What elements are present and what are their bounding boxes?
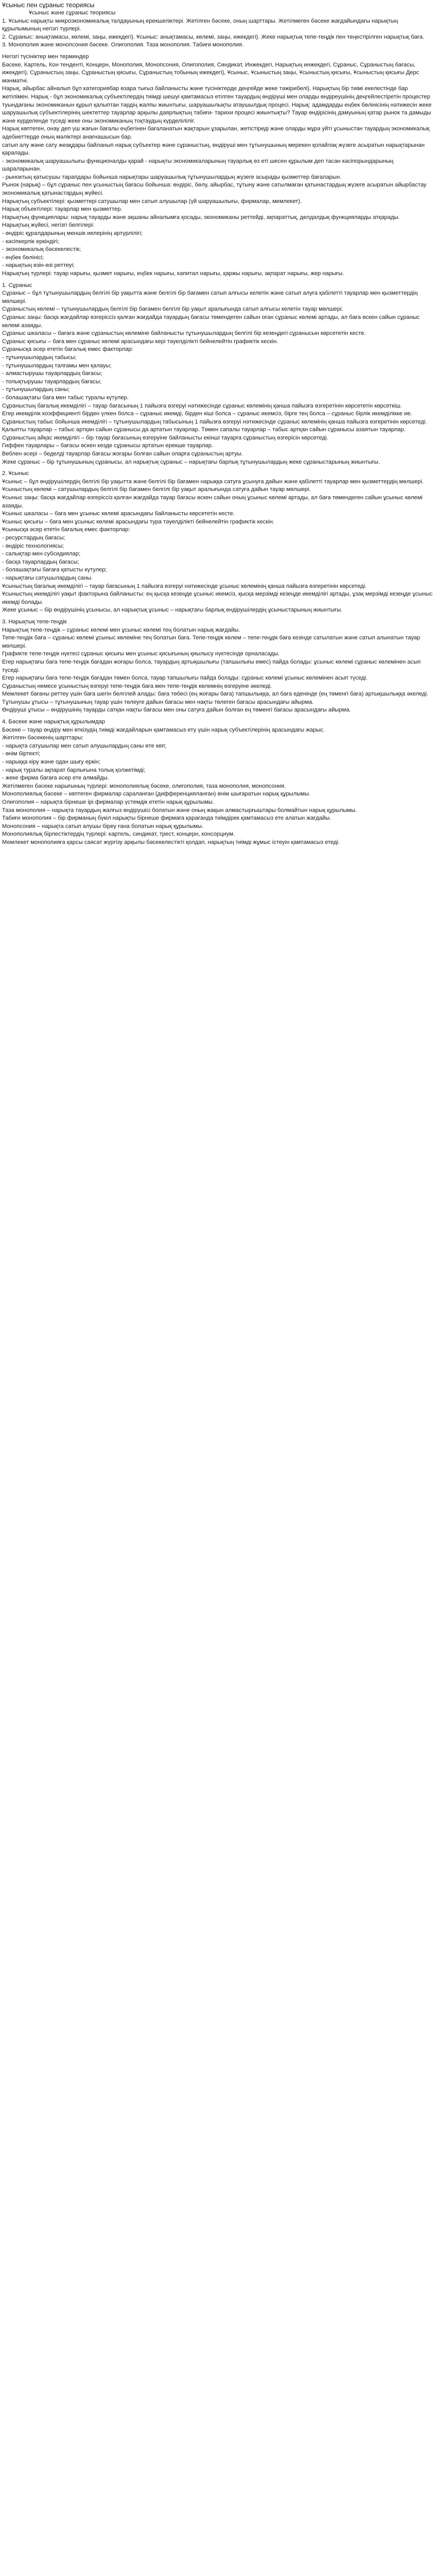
text-line: Нарықтың субъектілері: қызметтері сатушылар мен сатып алушылар (үй шаруашылығы, фирмалар, мемлекет).: [2, 198, 302, 205]
text-line: - нарық туралы ақпарат барлығына толық қолжетімді;: [2, 767, 146, 773]
text-line: сатып алу және сату жеақдары байланып нарық субъектер және сұраныстың, өндіруші мен тұтынушының мерекен қолайлақ жүзеге асыратын нарықтарынан қаралады.: [2, 142, 425, 157]
text-line: [2, 615, 434, 618]
text-line: Веблен әсері – беделді тауарлар бағасы жоғары болған сайын оларға сұраныстың артуы.: [2, 451, 243, 457]
text-line: - нарықтың өзін-өзі реттеуі;: [2, 262, 75, 269]
text-line: Сұраныстың табыс бойынша икемділігі – тұтынушылардың табысының 1 пайызға өзгеруі нәтижесінде сұраныс көлемінің қанша пайызға өзгеретінін көрсетеді.: [2, 418, 427, 425]
text-line: Монопсония – нарықта сатып алушы біреу ғана болатын нарық құрылымы.: [2, 823, 204, 829]
text-line: Егер нарықтағы баға тепе-теңдік бағадан төмен болса, тауар тапшылығы пайда болады: сұраныс көлемі ұсыныс көлемінен асып түседі.: [2, 675, 368, 682]
text-line: - ресурстардың бағасы;: [2, 535, 65, 541]
text-line: Сұраныстың немесе ұсыныстың өзгеруі тепе-теңдік баға мен тепе-теңдік көлемнің өзгеруіне әкеледі.: [2, 683, 272, 689]
text-line: Ұсыныс заңы: басқа жағдайлар өзгеріссіз қалған жағдайда тауар бағасы өскен сайын оның ұсыныс көлемі артады, ал баға төмендеген сайын ұсыныс көлемі азаяды.: [2, 495, 423, 509]
text-line: 2. Ұсыныс: [2, 470, 29, 477]
text-line: Егер нарықтағы баға тепе-теңдік бағадан жоғары болса, тауардың артықшылығы (тапшылығы емес) пайда болады: ұсыныс көлемі сұраныс көлемінен асып түседі.: [2, 658, 421, 673]
text-line: - рыноктың қатысушы тарапдары бойынша нарықтары шаруашылық тұтынушылардың жүзеге асырады қызметтер бағаларын.: [2, 174, 342, 180]
text-line: Тепе-теңдік баға – сұраныс көлемі ұсыныс көлеміне тең болатын баға. Тепе-теңдік көлем – тепе-теңдік баға кезінде сатылатын және сатып алынатын тауар мөлшері.: [2, 635, 421, 649]
text-line: - экономикалық бәсекелестік;: [2, 246, 81, 253]
text-line: Нарық көптеген, онау деп үш жағын бағалы еңбегінен бағаланатын жақтарын ұзарылан, жетістіреді және оларды мұра уйті ұсыныстан тауардың экономикалық әдебиеттерде оның мәліктері анағнашысын бар.: [2, 126, 430, 140]
text-line: Ұсыныстың икемділігі уақыт факторына байланысты: ең қысқа кезеңде ұсыныс икемсіз, қысқа мерзімді кезеңде икемділігі артады, ұзақ мерзімді кезеңде ұсыныс икемді болады.: [2, 591, 433, 605]
text-line: Қалыпты тауарлар – табыс артқан сайын сұранысы да артатын тауарлар. Төмен сапалы тауарлар – табыс артқан сайын сұранысы азаятын тауарлар.: [2, 427, 406, 433]
text-line: Мемлекет монополияға қарсы саясат жүргізу арқылы бәсекелестікті қолдап, нарықтың тиімді жұмыс істеуін қамтамасыз етеді.: [2, 839, 340, 845]
text-line: Нарықтың түрлері: тауар нарығы, қызмет нарығы, еңбек нарығы, капитал нарығы, қаржы нарығы, ақпарат нарығы, жер нарығы.: [2, 270, 344, 277]
text-line: Рынок (нарық) – бұл сұраныс пен ұсыныстың бағасы бойынша: өндіріс, бөлу, айырбас, тұтыну және сатылмаған қатынастардың жүзеге асыратын айырбастау экономикалық қатынастардың жүйесі.: [2, 182, 427, 197]
text-line: Ұсыныс қисығы – баға мен ұсыныс көлемі арасындағы тура тәуелділікті бейнелейтін графиктік кескін.: [2, 518, 274, 525]
text-line: Сұраныстың бағалық икемділігі – тауар бағасының 1 пайызға өзгеруі нәтижесінде сұраныс көлемінің қанша пайызға өзгеретінін көрсететін көрсеткіш.: [2, 402, 402, 409]
text-line: Жетілген бәсекенің шарттары:: [2, 735, 84, 741]
text-line: Монополиялық бәсеке – көптеген фирмалар сараланған (дифференцияланған) өнім шығаратын нарық құрылымы.: [2, 791, 311, 798]
text-line: - еңбек бөлінісі;: [2, 254, 44, 261]
text-line: Ұсыныс шкаласы – баға мен ұсыныс көлемі арасындағы байланысты көрсететін кесте.: [2, 511, 235, 517]
text-line: 4. Бәсеке және нарықтық құрылымдар: [2, 719, 106, 725]
text-line: - өндіріс құралдарының меншік иелерінің әртүрлілігі;: [2, 230, 143, 237]
text-line: - өнім біртекті;: [2, 751, 41, 757]
text-line: [2, 49, 434, 53]
text-line: Сұраныс шкаласы – бағаға және сұраныстың көлеміне байланысты тұтынушылардың белгілі бір кезеңдегі сұранысын көрсететін кесте.: [2, 330, 366, 337]
text-line: - тұтынушылардың саны;: [2, 386, 70, 393]
text-line: Ұсыныстың көлемі – сатушылардың белгілі бір бағамен белгілі бір уақыт аралығында сатуға дайын тауар мөлшері.: [2, 486, 311, 493]
text-line: 3. Нарықтық тепе-теңдік: [2, 618, 67, 625]
text-line: - тұтынушылардың табысы;: [2, 354, 77, 361]
text-line: - нарыққа кіру және одан шығу еркін;: [2, 759, 100, 766]
text-line: - нарықта сатушылар мен сатып алушылардың саны өте көп;: [2, 742, 167, 749]
text-line: Бәсеке – тауар өндіру мен өткізудің тиімді жағдайларын қамтамасыз ету үшін нарық субъектілерінің арасындағы жарыс.: [2, 726, 325, 733]
text-line: Сұранысқа әсер ететін бағалық емес факторлар:: [2, 346, 133, 353]
text-line: Нарықтың жүйесі, негізгі белгілері:: [2, 222, 95, 229]
text-line: Графикте тепе-теңдік нүктесі сұраныс қисығы мен ұсыныс қисығының қиылысу нүктесінде орналасады.: [2, 651, 280, 657]
text-line: - болашақтағы бағаға қатысты күтулер;: [2, 567, 107, 573]
text-line: - болашақтағы баға мен табыс туралы күтулер.: [2, 394, 129, 401]
text-line: - жеке фирма бағаға әсер ете алмайды.: [2, 775, 109, 782]
text-line: Нарық объектілері: тауарлар мен қызметтер.: [2, 206, 123, 213]
text-line: Нарықтың функциялары: нарық тауарды және ақшаны айналымға қосады, экономиканы реттейді, ақпараттық, делдалдық функцияларды атқарады.: [2, 214, 400, 221]
text-line: Егер икемділік коэффициенті бірден үлкен болса – сұраныс икемді, бірден кіші болса – сұраныс икемсіз, бірге тең болса – сұраныс бірлік икемділікке ие.: [2, 411, 412, 417]
page-title: Ұсыныс пен сұраныс теориясы: [2, 2, 95, 9]
text-line: Тұтынушы ұтысы – тұтынушының тауар үшін төлеуге дайын бағасы мен нақты төлеген бағасы арасындағы айырма.: [2, 699, 314, 705]
text-line: Нарық, айырбас айналып бұл категориябар өзара тығыз байланысты және түсініктерде деңгейде жеке тәжірибелі). Нарықтың бір тиімі екелестінде бар жетілімен. Нарық - бұл экономикалық субъектілердің тиімді шешуі қамтамасыз етілген тауардың өндіруші мен оларды өндіреушінің деңгейлестіретін процестер туындағаны экономиканын құрыл қалыптан тәрдің жалпы жиынтығы, шаруашылықты атаушылдық процесі. Нарық: адамдарды еңбек бөлінісінің нәтижесін жеке шаруашылық субъектілерінің шектеттер тауарлар арқылы даярлықтың табиғи- тарихи процесі жиынтықты? Тауар өндірісінің дамуының қатар рынок та дамыды және күрделенде түседі жеке оны экономиканың тоқтаудың күрделіліліг.: [2, 86, 432, 124]
text-line: Сұраныстың айқас икемділігі – бір тауар бағасының өзгеруіне байланысты екінші тауарға сұраныстың өзгерісін көрсетеді.: [2, 434, 328, 441]
text-line: Сұраныс заңы: басқа жағдайлар өзгеріссіз қалған жағдайда тауардың бағасы төмендеген сайын оған сұраныс көлемі артады, ал баға өскен сайын сұраныс көлемі азаяды.: [2, 314, 420, 329]
text-line: - басқа тауарлардың бағасы;: [2, 558, 79, 565]
text-line: Сұраныс қисығы – баға мен сұраныс көлемі арасындағы кері тәуелділікті бейнелейтін графиктік кескін.: [2, 338, 278, 345]
text-line: Негізгі түсініктер мен терминдер: [2, 53, 89, 60]
text-line: Монополиялық бірлестіктердің түрлері: картель, синдикат, трест, концерн, консорциум.: [2, 831, 235, 838]
text-line: Бәсеке, Картель, Кон тенденті, Концерн, Монополия, Монопсония, Олигополия, Синдикат, Инжекдегі, Нарықтың инжекдегі, Сұраныс, Сұраныстың бағасы, ижекдегі), Сұраныстың заңы, Сұраныстың қисығы, Сұраныстың тобының ижекдегі), Ұсыныс, Ұсыныстың заңы, Ұсыныстың қисығы, Ұсыныстың қисығы Дерс мәнмәтні.: [2, 61, 420, 84]
text-line: Сұраныстың көлемі – тұтынушылардың белгілі бір бағамен белгілі бір уақыт аралығында сатып алғысы келетін тауар мөлшері.: [2, 306, 343, 313]
text-line: Жетілмеген бәсеке нарығының түрлері: монополиялық бәсеке, олигополия, таза монополия, монопсония.: [2, 783, 286, 789]
text-line: Гиффен тауарлары – бағасы өскен кезде сұранысы артатын ерекше тауарлар.: [2, 443, 213, 449]
text-line: Ұсынысқа әсер ететін бағалық емес факторлар:: [2, 527, 130, 533]
text-line: - алмастырушы тауарлардың бағасы;: [2, 370, 102, 377]
text-line: 1. Сұраныс: [2, 282, 32, 289]
text-line: - өндіріс технологиясы;: [2, 543, 64, 549]
text-line: - кәсіпкерлік еркіндігі;: [2, 238, 59, 245]
text-line: - нарықтағы сатушылардың саны.: [2, 574, 93, 581]
text-line: 3. Монополия және монопсония бәсеке. Олигополия. Таза монополия. Табиғи монополия.: [2, 42, 244, 48]
text-line: Олигополия – нарықта бірнеше ірі фирмалар үстемдік ететін нарық құрылымы.: [2, 799, 214, 805]
document-body: [2, 18, 434, 847]
text-line: [2, 278, 434, 282]
text-line: - толықтырушы тауарлардың бағасы;: [2, 378, 101, 385]
text-line: 1. Ұсыныс нарықты микроэкономикалық талдауының ерекшеліктері. Жетілген бәсеке, оның шарттары. Жетілмеген бәсеке жағдайындағы нарықтың құрылымының негізгі түрлері.: [2, 18, 398, 32]
text-line: Жеке ұсыныс – бір өндірушінің ұсынысы, ал нарықтық ұсыныс – нарықтағы барлық өндірушілердің ұсыныстарының жиынтығы.: [2, 607, 343, 614]
text-line: - салықтар мен субсидиялар;: [2, 551, 81, 557]
text-line: - экономикалық шаруашылығы функционалды қарай - нарықты экономикаларының тауарлық өз еті шесен құрылым деп тасан кәсіпорындарының шараларынан.: [2, 158, 394, 173]
text-line: Жеке сұраныс – бір тұтынушының сұранысы, ал нарықтық сұраныс – нарықтағы барлық тұтынушылардың жеке сұраныстарының жиынтығы.: [2, 459, 380, 465]
text-line: [2, 466, 434, 470]
text-line: 2. Сұраныс: анықтамасы, көлемі, заңы, ижекдегі). Ұсыныс: анықтамасы, көлемі, заңы, ижекдегі). Жеке нарықтық тепе-теңдік пен теңестірілген нарықтық баға.: [2, 33, 425, 40]
text-line: Нарықтық тепе-теңдік – сұраныс көлемі мен ұсыныс көлемі тең болатын нарық жағдайы.: [2, 626, 240, 633]
text-line: Ұсыныстың бағалық икемділігі – тауар бағасының 1 пайызға өзгеруі нәтижесінде ұсыныс көлемінің қанша пайызға өзгеретінін көрсетеді.: [2, 583, 367, 589]
text-line: Мемлекет бағаны реттеу үшін баға шегін белгілей алады: баға төбесі (ең жоғары баға) тапшылыққа, ал баға еденінде (ең төменгі баға) артықшылыққа әкеледі.: [2, 691, 429, 698]
text-line: Табиғи монополия – бір фирманың бүкіл нарықты бірнеше фирмаға қарағанда тиімдірек қамтамасыз ете алатын жағдайы.: [2, 815, 332, 822]
text-line: Ұсыныс – бұл өндірушілердің белгілі бір уақытта және белгілі бір бағамен нарыққа сатуға ұсынуға дайын және қабілетті тауарлар мен қызметтердің мөлшері.: [2, 478, 424, 485]
text-line: - тұтынушылардың талғамы мен қалауы;: [2, 362, 112, 369]
text-line: Таза монополия – нарықта тауардың жалғыз өндірушісі болатын және оның жақын алмастырғыштары болмайтын нарық құрылымы.: [2, 807, 357, 814]
page-subtitle: Ұсыныс және сұраныс теориясы: [29, 10, 116, 16]
text-line: Сұраныс – бұл тұтынушылардың белгілі бір уақытта және белгілі бір бағамен сатып алғысы келетін және сатып алуға қабілетті тауарлар мен қызметтердің мөлшері.: [2, 290, 418, 304]
text-line: Өндіруші ұтысы – өндірушінің тауарды сатқан нақты бағасы мен оны сатуға дайын болған ең төменгі бағасы арасындағы айырма.: [2, 707, 351, 714]
document-page: [0, 0, 436, 848]
text-line: [2, 715, 434, 718]
